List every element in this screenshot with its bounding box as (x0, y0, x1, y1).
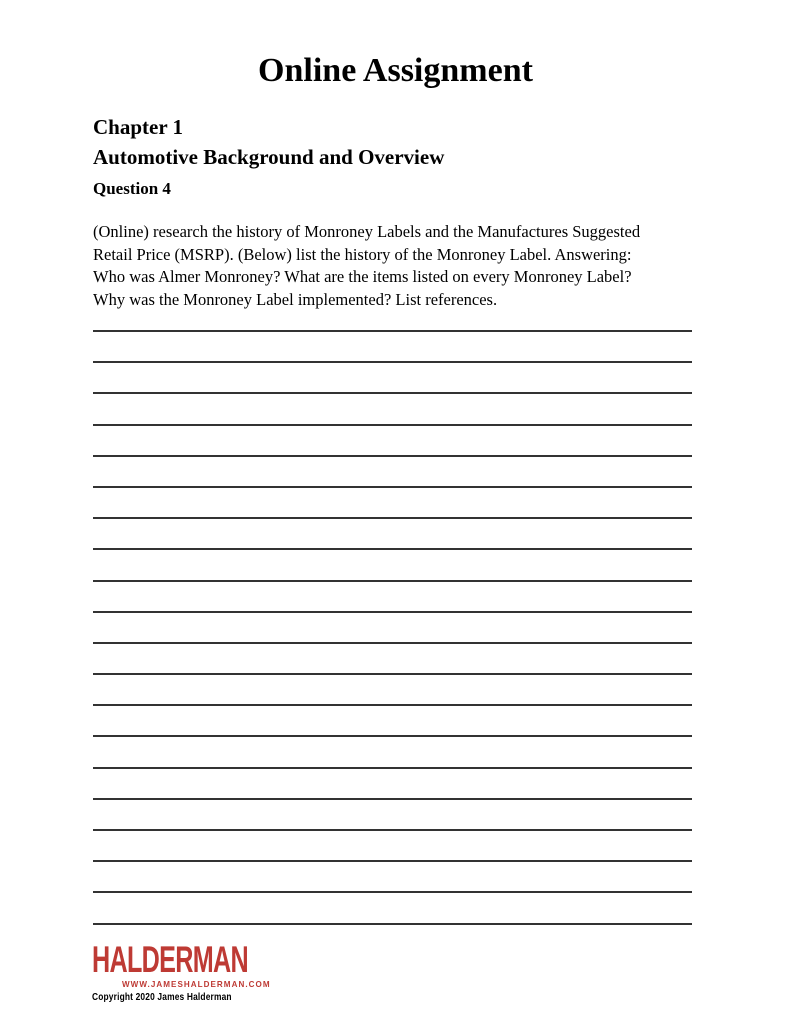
answer-line (93, 860, 692, 862)
answer-line (93, 548, 692, 550)
answer-line (93, 891, 692, 893)
answer-line (93, 704, 692, 706)
question-label: Question 4 (93, 179, 171, 198)
answer-line (93, 580, 692, 582)
answer-line (93, 611, 692, 613)
answer-line (93, 829, 692, 831)
answer-line (93, 673, 692, 675)
copyright-text: Copyright 2020 James Halderman (92, 991, 232, 1004)
page-title: Online Assignment (258, 52, 533, 89)
answer-line (93, 361, 692, 363)
answer-lines (93, 330, 692, 954)
answer-line (93, 486, 692, 488)
chapter-number: Chapter 1 (93, 115, 184, 139)
halderman-logo: HALDERMAN (92, 939, 249, 980)
question-body-line: (Online) research the history of Monroney Labels and the Manufactures Suggested (93, 222, 641, 241)
question-body-line: Who was Almer Monroney? What are the items listed on every Monroney Label? (93, 267, 632, 286)
chapter-heading (93, 112, 444, 172)
answer-line (93, 642, 692, 644)
chapter-title: Automotive Background and Overview (93, 145, 445, 169)
question-body-line: Why was the Monroney Label implemented? List references. (93, 289, 498, 309)
answer-line (93, 735, 692, 737)
answer-line (93, 798, 692, 800)
answer-line (93, 517, 692, 519)
answer-line (93, 767, 692, 769)
answer-line (93, 330, 692, 332)
logo-website-url: WWW.JAMESHALDERMAN.COM (122, 979, 271, 990)
answer-line (93, 455, 692, 457)
answer-line (93, 424, 692, 426)
question-body-line: Retail Price (MSRP). (Below) list the history of the Monroney Label. Answering: (93, 244, 632, 264)
answer-line (93, 923, 692, 925)
question-body (93, 221, 711, 311)
answer-line (93, 392, 692, 394)
footer (92, 939, 321, 1004)
